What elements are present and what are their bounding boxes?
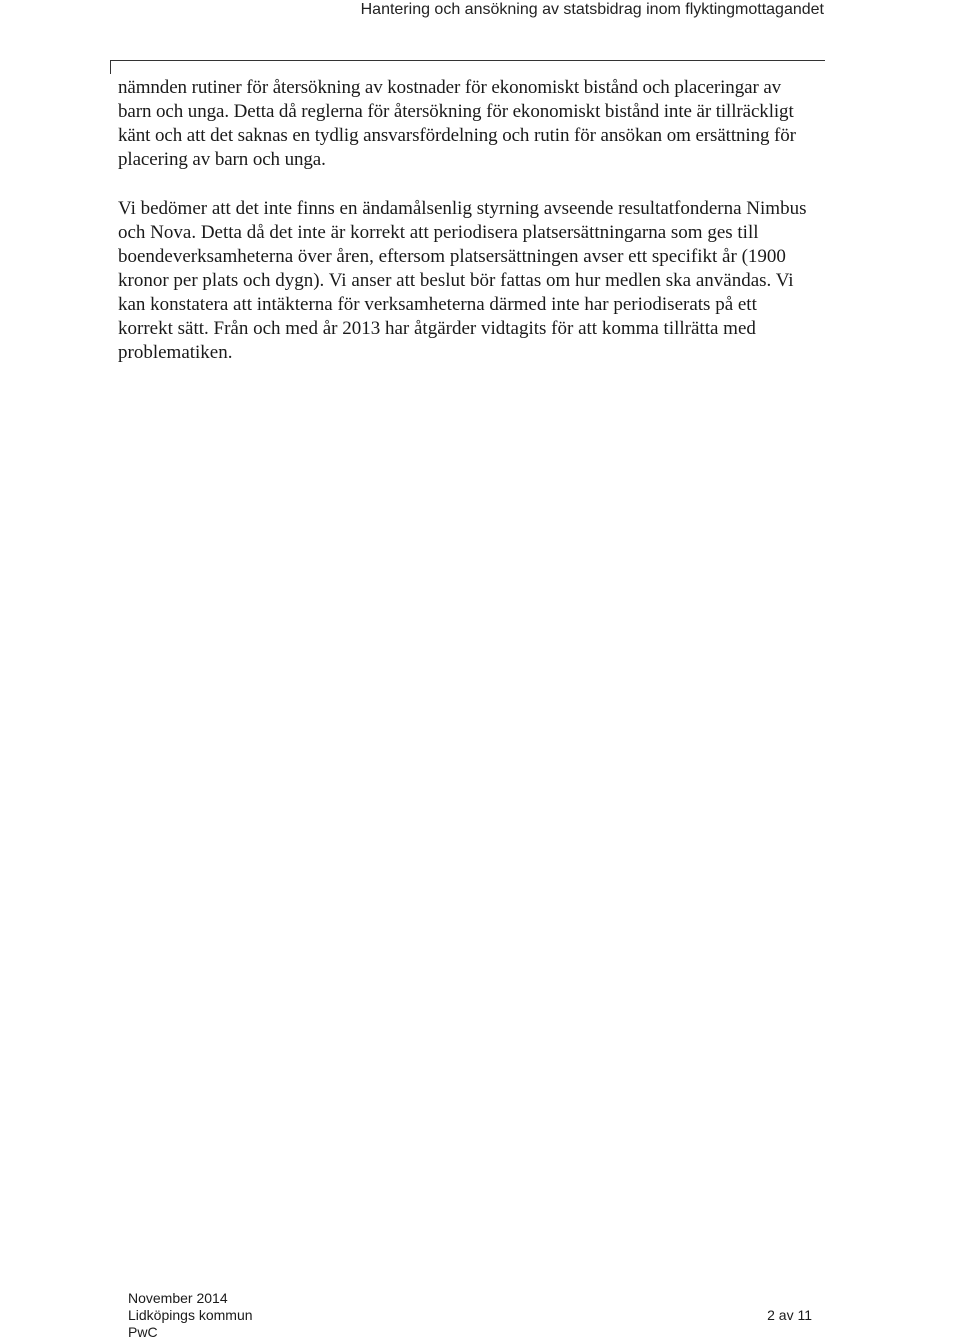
page-footer xyxy=(128,1290,812,1341)
header-divider-tick xyxy=(110,60,111,74)
footer-info xyxy=(128,1290,812,1341)
paragraph: nämnden rutiner för återsökning av kostnader för ekonomiskt bistånd och placeringar av barn och unga. Detta då reglerna för återsökning för ekonomiskt bistånd inte är tillräckligt känt och att det saknas en tydlig ansvarsfördelning och rutin för ansökan om ersättning för placering av barn och unga. xyxy=(118,77,796,170)
footer-date: November 2014 xyxy=(128,1290,228,1306)
body-text xyxy=(118,76,818,365)
paragraph: Vi bedömer att det inte finns en ändamålsenlig styrning avseende resultatfonderna Nimbus och Nova. Detta då det inte är korrekt att periodisera platsersättningarna som ges till boendeverksamheterna över åren, eftersom platsersättningen avser ett specifikt år (1900 kronor per plats och dygn). Vi anser att beslut bör fattas om hur medlen ska användas. Vi kan konstatera att intäkterna för verksamheterna därmed inte har periodiserats på ett korrekt sätt. Från och med år 2013 har åtgärder vidtagits för att komma tillrätta med problematiken. xyxy=(118,198,807,363)
footer-client: Lidköpings kommun xyxy=(128,1307,253,1323)
running-header: Hantering och ansökning av statsbidrag inom flyktingmottagandet xyxy=(360,1,824,18)
footer-firm: PwC xyxy=(128,1324,158,1340)
header-divider xyxy=(110,60,825,61)
page-number: 2 av 11 xyxy=(767,1307,812,1323)
